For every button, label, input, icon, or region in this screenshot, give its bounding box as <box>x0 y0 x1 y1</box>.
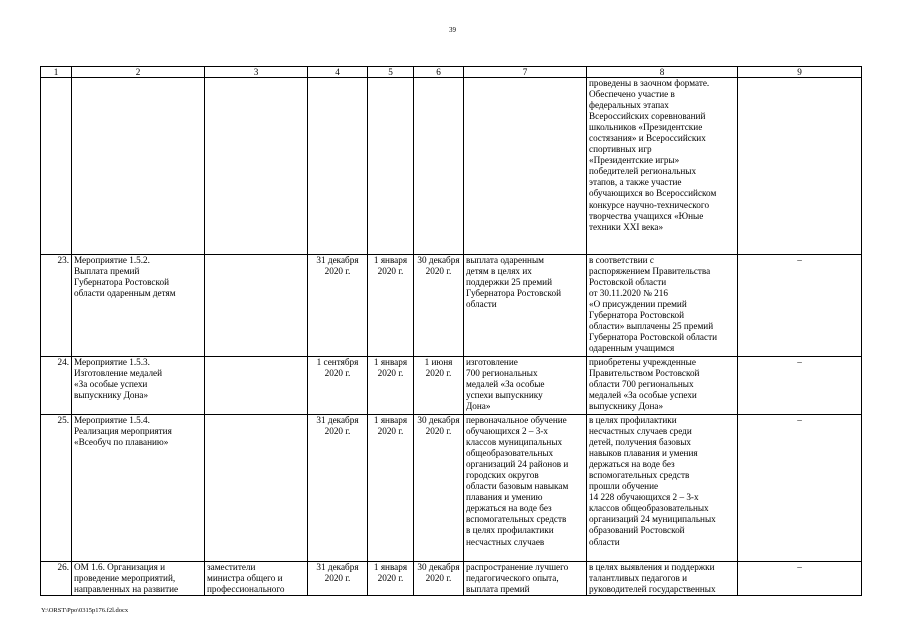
cell-text-line: Мероприятие 1.5.4. <box>74 415 150 425</box>
note-cell <box>738 415 862 562</box>
event-name-cell <box>72 255 205 357</box>
cell-text-line: заместители <box>207 562 256 572</box>
planned-result-cell <box>464 415 587 562</box>
cell-text-line: 1 января <box>373 255 408 265</box>
cell-text-line: – <box>797 562 802 572</box>
cell-text-line: техники XXI века» <box>589 221 664 232</box>
actual-start-date-cell <box>368 357 414 415</box>
cell-text-line: классов общеобразовательных <box>589 503 709 514</box>
responsible-cell <box>205 357 308 415</box>
cell-text-line: проведены в заочном формате. <box>589 78 710 88</box>
cell-text-line: 1 января <box>373 415 408 425</box>
event-name-cell <box>72 78 205 255</box>
cell-text-line: в целях выявления и поддержки <box>589 562 715 572</box>
column-number: 8 <box>587 67 738 78</box>
cell-text-line: 2020 г. <box>377 426 404 437</box>
cell-text-line: области одаренным детям <box>74 288 176 299</box>
cell-text-line: руководителей государственных <box>589 584 716 595</box>
row-number-cell <box>41 562 72 596</box>
cell-text-line: – <box>797 255 802 265</box>
responsible-cell <box>205 562 308 596</box>
event-name-cell <box>72 415 205 562</box>
cell-text-line: 31 декабря <box>316 255 359 265</box>
cell-text-line: 700 региональных <box>466 368 538 379</box>
planned-end-date-cell <box>308 78 368 255</box>
cell-text-line: области <box>466 299 497 310</box>
planned-end-date-cell <box>308 562 368 596</box>
cell-text-line: выпускнику Дона» <box>589 401 664 412</box>
cell-text-line: в целях профилактики <box>589 415 677 425</box>
cell-text-line: изготовление <box>466 357 518 367</box>
cell-text-line: несчастных случаев среди <box>589 426 692 437</box>
actual-result-cell <box>587 357 738 415</box>
responsible-cell <box>205 415 308 562</box>
cell-text-line: Правительством Ростовской <box>589 368 700 379</box>
cell-text-line: «За особые успехи <box>74 379 148 390</box>
cell-text-line: ОМ 1.6. Организация и <box>74 562 166 572</box>
cell-text-line: одаренным учащимся <box>589 343 675 354</box>
cell-text-line: вспомогательных средств <box>589 470 690 481</box>
cell-text-line: состязания» и Всероссийских <box>589 133 706 144</box>
column-number: 7 <box>464 67 587 78</box>
column-number: 5 <box>368 67 414 78</box>
cell-text-line: Дона» <box>466 401 491 412</box>
cell-text-line: 1 января <box>373 562 408 572</box>
cell-text-line: в целях профилактики <box>466 525 554 536</box>
cell-text-line: поддержки 25 премий <box>466 277 553 288</box>
cell-text-line: области» выплачены 25 премий <box>589 321 714 332</box>
cell-text-line: Реализация мероприятия <box>74 426 172 437</box>
cell-text-line: 2020 г. <box>377 266 404 277</box>
column-number: 6 <box>414 67 464 78</box>
cell-text-line: проведение мероприятий, <box>74 573 176 584</box>
responsible-cell <box>205 255 308 357</box>
cell-text-line: выплата премий <box>466 584 530 595</box>
cell-text-line: несчастных случаев <box>466 536 545 547</box>
cell-text-line: детей, получения базовых <box>589 437 692 448</box>
note-cell <box>738 357 862 415</box>
cell-text-line: прошли обучение <box>589 481 659 492</box>
note-cell <box>738 78 862 255</box>
actual-result-cell <box>587 562 738 596</box>
column-number: 9 <box>738 67 862 78</box>
responsible-cell <box>205 78 308 255</box>
actual-result-cell <box>587 78 738 255</box>
cell-text-line: выплата одаренным <box>466 255 544 265</box>
cell-text-line: выпускнику Дона» <box>74 390 149 401</box>
row-number-cell <box>41 357 72 415</box>
table-body <box>41 78 862 596</box>
cell-text-line: 2020 г. <box>377 573 404 584</box>
cell-text-line: первоначальное обучение <box>466 415 567 425</box>
cell-text-line: области базовым навыкам <box>466 481 569 492</box>
event-name-cell <box>72 562 205 596</box>
cell-text-line: Всероссийских соревнований <box>589 111 706 122</box>
planned-result-cell <box>464 562 587 596</box>
cell-text-line: распоряжением Правительства <box>589 266 711 277</box>
table-row <box>41 357 862 415</box>
cell-text-line: области 700 региональных <box>589 379 694 390</box>
table-row <box>41 78 862 255</box>
cell-text-line: 2020 г. <box>377 368 404 379</box>
cell-text-line: 26. <box>57 562 69 572</box>
cell-text-line: образований Ростовской <box>589 525 685 536</box>
report-table <box>40 66 862 596</box>
planned-result-cell <box>464 255 587 357</box>
cell-text-line: – <box>797 357 802 367</box>
column-number: 3 <box>205 67 308 78</box>
cell-text-line: 2020 г. <box>425 368 452 379</box>
cell-text-line: навыков плавания и умения <box>589 448 698 459</box>
cell-text-line: 30 декабря <box>417 255 460 265</box>
file-path-footer: Y:\ORST\Ppo\0315p176.f2l.docx <box>41 607 129 614</box>
cell-text-line: обучающихся 2 – 3-х <box>466 426 549 437</box>
planned-result-cell <box>464 78 587 255</box>
actual-result-cell <box>587 415 738 562</box>
actual-end-date-cell <box>414 562 464 596</box>
column-number: 4 <box>308 67 368 78</box>
cell-text-line: Ростовской области <box>589 277 667 288</box>
cell-text-line: 2020 г. <box>425 266 452 277</box>
cell-text-line: Мероприятие 1.5.3. <box>74 357 150 367</box>
cell-text-line: 2020 г. <box>324 368 351 379</box>
cell-text-line: победителей региональных <box>589 166 697 177</box>
planned-end-date-cell <box>308 255 368 357</box>
actual-result-cell <box>587 255 738 357</box>
cell-text-line: 2020 г. <box>324 573 351 584</box>
cell-text-line: детям в целях их <box>466 266 532 277</box>
cell-text-line: 2020 г. <box>324 426 351 437</box>
cell-text-line: спортивных игр <box>589 144 652 155</box>
row-number-cell <box>41 255 72 357</box>
actual-start-date-cell <box>368 562 414 596</box>
cell-text-line: конкурсе научно-технического <box>589 199 710 210</box>
cell-text-line: медалей «За особые успехи <box>589 390 697 401</box>
cell-text-line: держаться на воде без <box>466 503 552 514</box>
cell-text-line: «Всеобуч по плаванию» <box>74 437 169 448</box>
cell-text-line: 2020 г. <box>425 573 452 584</box>
cell-text-line: «Президентские игры» <box>589 155 680 166</box>
planned-result-cell <box>464 357 587 415</box>
cell-text-line: Губернатора Ростовской <box>589 310 685 321</box>
cell-text-line: 2020 г. <box>425 426 452 437</box>
planned-end-date-cell <box>308 357 368 415</box>
cell-text-line: классов муниципальных <box>466 437 563 448</box>
cell-text-line: общеобразовательных <box>466 448 554 459</box>
cell-text-line: профессионального <box>207 584 285 595</box>
cell-text-line: медалей «За особые <box>466 379 545 390</box>
cell-text-line: министра общего и <box>207 573 283 584</box>
actual-start-date-cell <box>368 255 414 357</box>
page-number: 39 <box>449 26 456 34</box>
cell-text-line: области <box>589 536 620 547</box>
table-row <box>41 255 862 357</box>
cell-text-line: Губернатора Ростовской области <box>589 332 718 343</box>
cell-text-line: в соответствии с <box>589 255 654 265</box>
cell-text-line: талантливых педагогов и <box>589 573 687 584</box>
cell-text-line: 1 июня <box>424 357 453 367</box>
actual-start-date-cell <box>368 78 414 255</box>
note-cell <box>738 562 862 596</box>
cell-text-line: распространение лучшего <box>466 562 569 572</box>
cell-text-line: Губернатора Ростовской <box>466 288 562 299</box>
cell-text-line: Губернатора Ростовской <box>74 277 170 288</box>
cell-text-line: приобретены учрежденные <box>589 357 696 367</box>
cell-text-line: 31 декабря <box>316 562 359 572</box>
row-number-cell <box>41 78 72 255</box>
cell-text-line: направленных на развитие <box>74 584 179 595</box>
cell-text-line: 23. <box>57 255 69 265</box>
cell-text-line: городских округов <box>466 470 539 481</box>
cell-text-line: от 30.11.2020 № 216 <box>589 288 668 299</box>
column-number-row <box>41 67 862 78</box>
cell-text-line: Выплата премий <box>74 266 140 277</box>
cell-text-line: плавания и умению <box>466 492 543 503</box>
cell-text-line: творчества учащихся «Юные <box>589 210 704 221</box>
cell-text-line: 14 228 обучающихся 2 – 3-х <box>589 492 699 503</box>
cell-text-line: Обеспечено участие в <box>589 89 675 100</box>
cell-text-line: школьников «Президентские <box>589 122 703 133</box>
cell-text-line: Изготовление медалей <box>74 368 163 379</box>
row-number-cell <box>41 415 72 562</box>
cell-text-line: держаться на воде без <box>589 459 675 470</box>
cell-text-line: 30 декабря <box>417 562 460 572</box>
cell-text-line: 2020 г. <box>324 266 351 277</box>
actual-end-date-cell <box>414 78 464 255</box>
table-row <box>41 415 862 562</box>
cell-text-line: вспомогательных средств <box>466 514 567 525</box>
cell-text-line: «О присуждении премий <box>589 299 687 310</box>
column-number: 1 <box>41 67 72 78</box>
cell-text-line: успехи выпускнику <box>466 390 543 401</box>
cell-text-line: организаций 24 муниципальных <box>589 514 716 525</box>
cell-text-line: 1 сентября <box>316 357 359 367</box>
cell-text-line: 30 декабря <box>417 415 460 425</box>
actual-start-date-cell <box>368 415 414 562</box>
cell-text-line: педагогического опыта, <box>466 573 559 584</box>
cell-text-line: федеральных этапах <box>589 100 669 111</box>
planned-end-date-cell <box>308 415 368 562</box>
cell-text-line: 1 января <box>373 357 408 367</box>
cell-text-line: Мероприятие 1.5.2. <box>74 255 150 265</box>
column-number: 2 <box>72 67 205 78</box>
actual-end-date-cell <box>414 415 464 562</box>
note-cell <box>738 255 862 357</box>
cell-text-line: этапов, а также участие <box>589 177 682 188</box>
cell-text-line: – <box>797 415 802 425</box>
cell-text-line: 25. <box>57 415 69 425</box>
cell-text-line: 31 декабря <box>316 415 359 425</box>
cell-text-line: организаций 24 районов и <box>466 459 569 470</box>
cell-text-line: обучающихся во Всероссийском <box>589 188 717 199</box>
actual-end-date-cell <box>414 255 464 357</box>
actual-end-date-cell <box>414 357 464 415</box>
cell-text-line: 24. <box>57 357 69 367</box>
event-name-cell <box>72 357 205 415</box>
table-row <box>41 562 862 596</box>
